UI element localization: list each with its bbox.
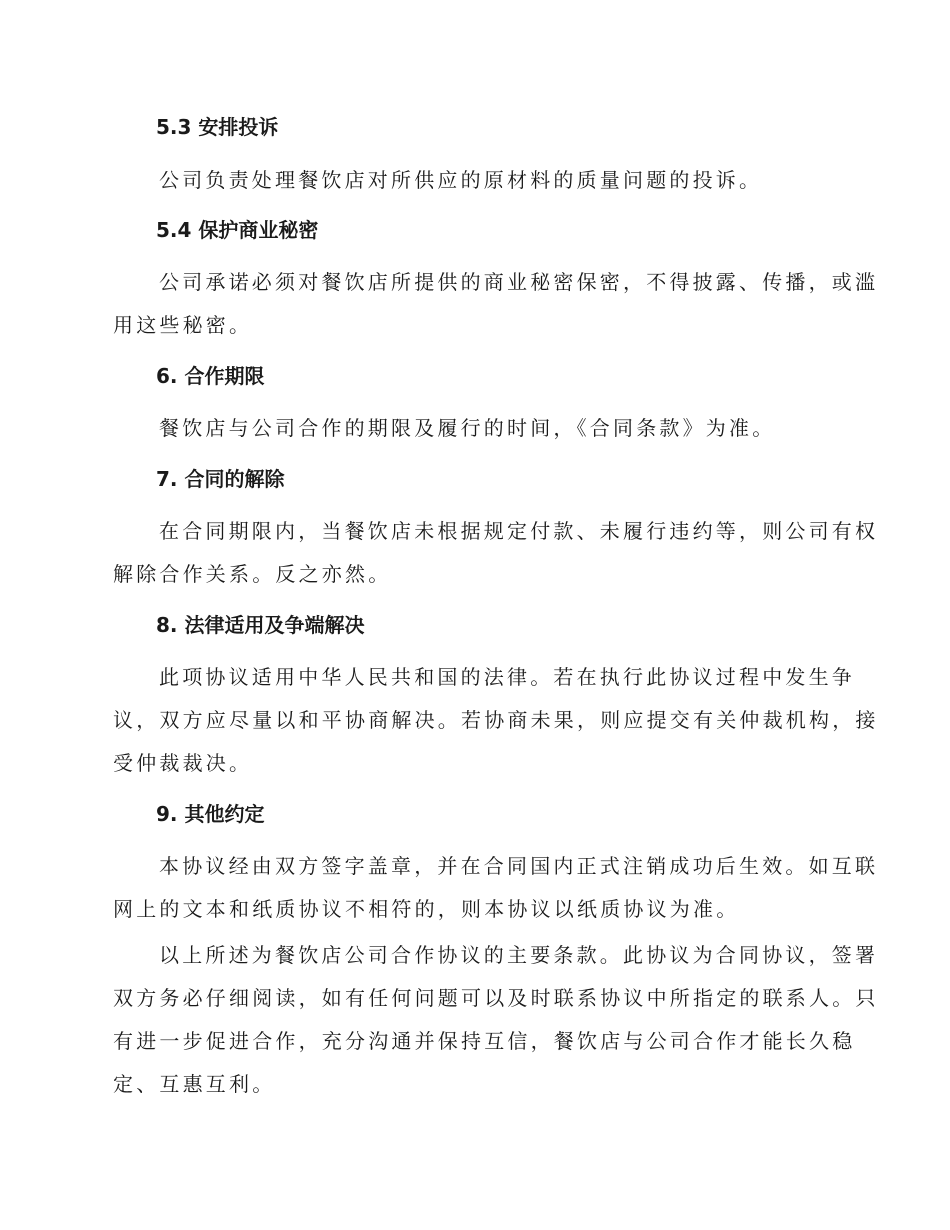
paragraph-line: 用这些秘密。 xyxy=(113,313,253,337)
paragraph-line: 网上的文本和纸质协议不相符的，则本协议以纸质协议为准。 xyxy=(113,897,740,921)
section-body-8 xyxy=(113,656,879,785)
section-heading-7: 7. 合同的解除 xyxy=(156,467,285,491)
paragraph-line: 公司承诺必须对餐饮店所提供的商业秘密保密，不得披露、传播，或滥 xyxy=(159,270,879,294)
section-heading-5-3: 5.3 安排投诉 xyxy=(156,115,279,139)
section-body-6 xyxy=(113,407,833,450)
paragraph-line: 解除合作关系。反之亦然。 xyxy=(113,562,392,586)
paragraph-line: 在合同期限内，当餐饮店未根据规定付款、未履行违约等，则公司有权 xyxy=(159,519,879,543)
section-body-7 xyxy=(113,510,879,596)
paragraph-line: 双方务必仔细阅读，如有任何问题可以及时联系协议中所指定的联系人。只 xyxy=(113,986,879,1010)
paragraph-line: 定、互惠互利。 xyxy=(113,1072,276,1096)
paragraph-line: 议，双方应尽量以和平协商解决。若协商未果，则应提交有关仲裁机构，接 xyxy=(113,708,879,732)
paragraph-line: 以上所述为餐饮店公司合作协议的主要条款。此协议为合同协议，签署 xyxy=(159,943,879,967)
paragraph-line: 餐饮店与公司合作的期限及履行的时间，《合同条款》为准。 xyxy=(159,416,776,440)
paragraph-line: 此项协议适用中华人民共和国的法律。若在执行此协议过程中发生争 xyxy=(159,665,855,689)
section-heading-5-4: 5.4 保护商业秘密 xyxy=(156,218,319,242)
section-body-5-4 xyxy=(113,261,879,347)
paragraph-line: 有进一步促进合作，充分沟通并保持互信，餐饮店与公司合作才能长久稳 xyxy=(113,1029,856,1053)
section-heading-9: 9. 其他约定 xyxy=(156,802,265,826)
paragraph-line: 本协议经由双方签字盖章，并在合同国内正式注销成功后生效。如互联 xyxy=(159,854,879,878)
section-heading-8: 8. 法律适用及争端解决 xyxy=(156,613,365,637)
section-body-5-3 xyxy=(113,159,833,202)
section-body-9 xyxy=(113,845,879,931)
paragraph-line: 公司负责处理餐饮店对所供应的原材料的质量问题的投诉。 xyxy=(159,168,763,192)
paragraph-line: 受仲裁裁决。 xyxy=(113,751,253,775)
closing-paragraph xyxy=(113,934,879,1106)
section-heading-6: 6. 合作期限 xyxy=(156,364,265,388)
